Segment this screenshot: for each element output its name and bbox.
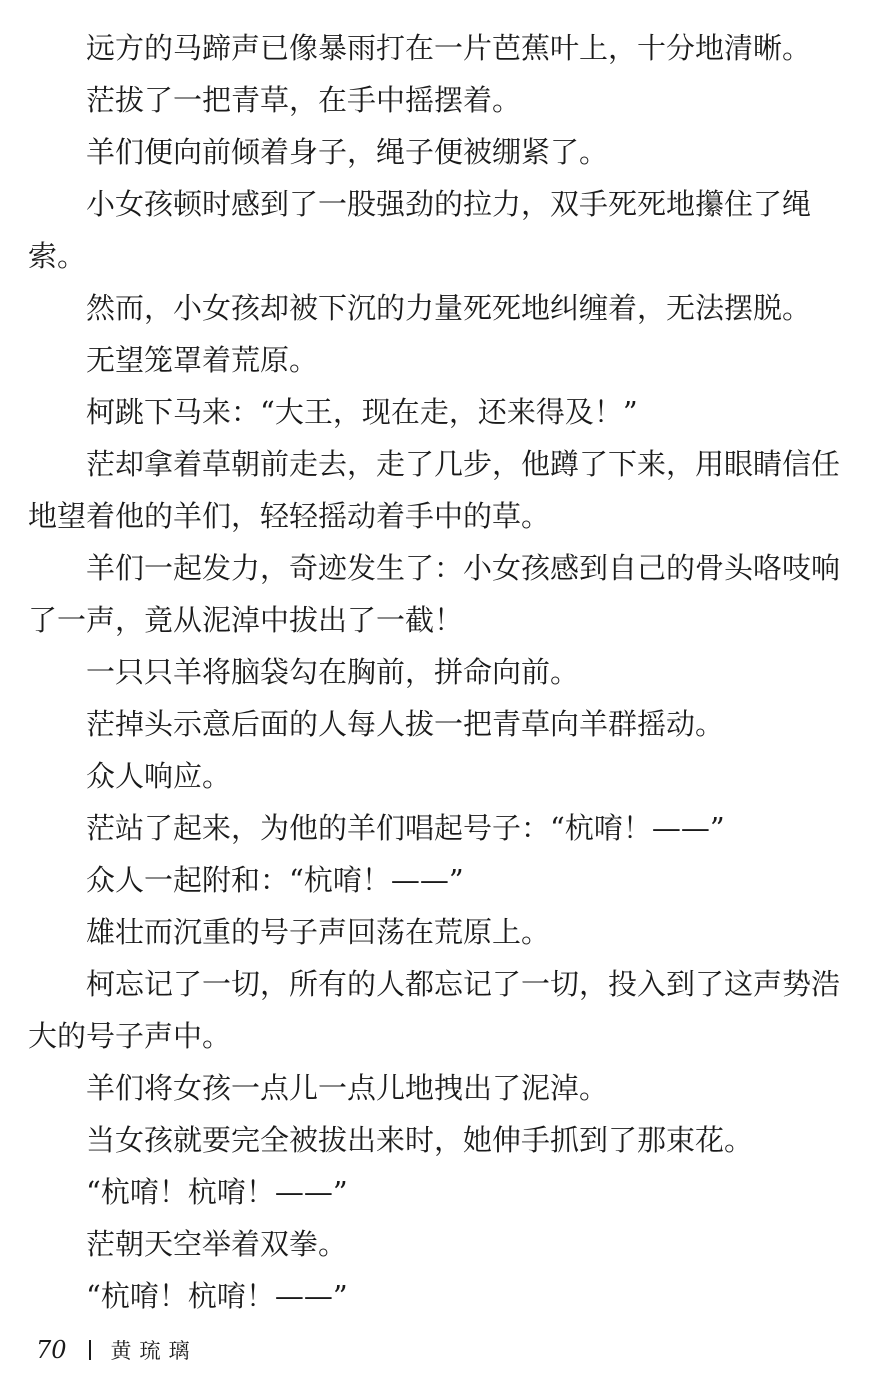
paragraph-4: 小女孩顿时感到了一股强劲的拉力，双手死死地攥住了绳索。 bbox=[28, 187, 812, 273]
page-number: 70 bbox=[36, 1336, 67, 1364]
paragraph-10: 一只只羊将脑袋勾在胸前，拼命向前。 bbox=[86, 655, 580, 689]
paragraph-5: 然而，小女孩却被下沉的力量死死地纠缠着，无法摆脱。 bbox=[86, 291, 812, 325]
paragraph-20: 茫朝天空举着双拳。 bbox=[86, 1227, 348, 1261]
paragraph-21: “杭唷！杭唷！——” bbox=[86, 1279, 348, 1313]
page-footer bbox=[36, 1330, 198, 1370]
paragraph-3: 羊们便向前倾着身子，绳子便被绷紧了。 bbox=[86, 135, 609, 169]
paragraph-2: 茫拔了一把青草，在手中摇摆着。 bbox=[86, 83, 522, 117]
paragraph-15: 雄壮而沉重的号子声回荡在荒原上。 bbox=[86, 915, 551, 949]
paragraph-19: “杭唷！杭唷！——” bbox=[86, 1175, 348, 1209]
paragraph-13: 茫站了起来，为他的羊们唱起号子：“杭唷！——” bbox=[86, 811, 725, 845]
paragraph-18: 当女孩就要完全被拔出来时，她伸手抓到了那束花。 bbox=[86, 1123, 754, 1157]
page-body bbox=[28, 22, 846, 1322]
paragraph-16: 柯忘记了一切，所有的人都忘记了一切，投入到了这声势浩大的号子声中。 bbox=[28, 967, 841, 1053]
paragraph-7: 柯跳下马来：“大王，现在走，还来得及！” bbox=[86, 395, 638, 429]
footer-divider bbox=[89, 1340, 91, 1360]
paragraph-6: 无望笼罩着荒原。 bbox=[86, 343, 319, 377]
paragraph-11: 茫掉头示意后面的人每人拔一把青草向羊群摇动。 bbox=[86, 707, 725, 741]
paragraph-8: 茫却拿着草朝前走去，走了几步，他蹲了下来，用眼睛信任地望着他的羊们，轻轻摇动着手中的草。 bbox=[28, 447, 841, 533]
paragraph-17: 羊们将女孩一点儿一点儿地拽出了泥淖。 bbox=[86, 1071, 609, 1105]
paragraph-14: 众人一起附和：“杭唷！——” bbox=[86, 863, 464, 897]
paragraph-12: 众人响应。 bbox=[86, 759, 232, 793]
paragraph-1: 远方的马蹄声已像暴雨打在一片芭蕉叶上，十分地清晰。 bbox=[86, 31, 812, 65]
paragraph-9: 羊们一起发力，奇迹发生了：小女孩感到自己的骨头咯吱响了一声，竟从泥淖中拔出了一截！ bbox=[28, 551, 841, 637]
running-header-author: 黄琉璃 bbox=[110, 1339, 198, 1363]
